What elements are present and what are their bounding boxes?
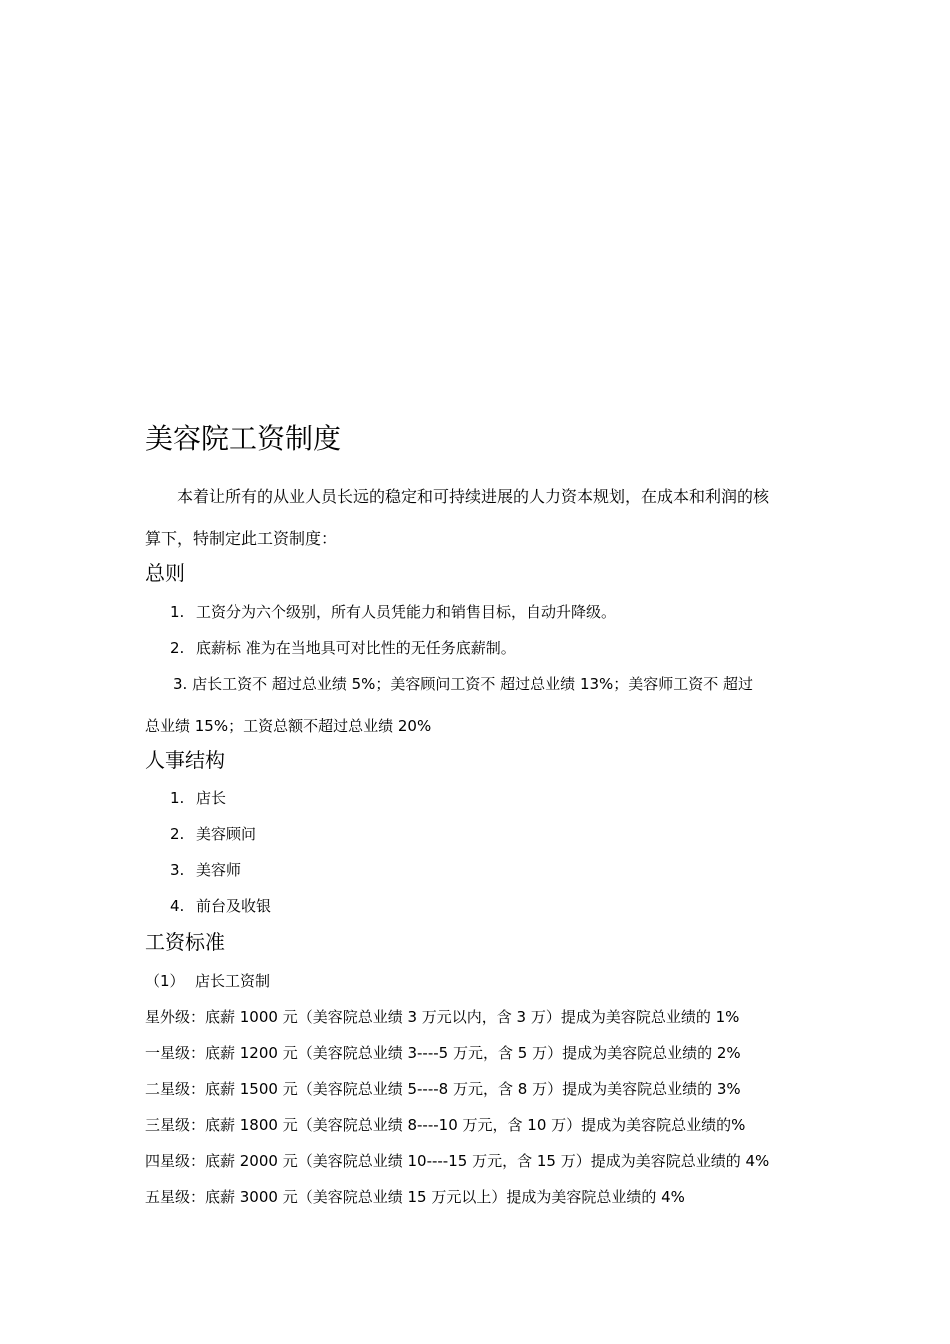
list-item-text: 美容师	[196, 861, 242, 879]
sub-heading-number: （1）	[145, 972, 185, 990]
list-item	[170, 638, 516, 658]
list-item-number: 1.	[170, 789, 185, 807]
intro-line-2: 算下，特制定此工资制度：	[145, 529, 338, 548]
salary-level-row: 二星级：底薪 1500 元（美容院总业绩 5----8 万元，含 8 万）提成为美容院总业绩的 3%	[145, 1080, 741, 1098]
section-heading-salary: 工资标准	[145, 930, 225, 954]
list-item-3-line-1: 3. 店长工资不 超过总业绩 5%；美容顾问工资不 超过总业绩 13%；美容师工资不 超过	[173, 675, 754, 693]
list-item-3-line-2: 总业绩 15%；工资总额不超过总业绩 20%	[145, 717, 432, 735]
salary-level-row: 星外级：底薪 1000 元（美容院总业绩 3 万元以内，含 3 万）提成为美容院总业绩的 1%	[145, 1008, 740, 1026]
list-item-text: 底薪标 准为在当地具可对比性的无任务底薪制。	[196, 639, 516, 657]
sub-heading-label: 店长工资制	[195, 972, 271, 990]
salary-level-row: 五星级：底薪 3000 元（美容院总业绩 15 万元以上）提成为美容院总业绩的 4%	[145, 1188, 685, 1206]
list-item-number: 1.	[170, 603, 185, 621]
document-title: 美容院工资制度	[145, 422, 342, 455]
list-item	[170, 896, 271, 916]
list-item-text: 工资分为六个级别，所有人员凭能力和销售目标，自动升降级。	[196, 603, 617, 621]
salary-level-row: 一星级：底薪 1200 元（美容院总业绩 3----5 万元，含 5 万）提成为美容院总业绩的 2%	[145, 1044, 741, 1062]
intro-line-1: 本着让所有的从业人员长远的稳定和可持续进展的人力资本规划，在成本和利润的核	[177, 487, 770, 506]
section-heading-personnel: 人事结构	[145, 748, 225, 772]
list-item-number: 4.	[170, 897, 185, 915]
list-item-text: 店长	[196, 789, 227, 807]
list-item-number: 3.	[170, 861, 185, 879]
section-heading-general: 总则	[145, 561, 185, 585]
sub-heading	[145, 971, 270, 991]
list-item-text: 美容顾问	[196, 825, 257, 843]
list-item	[170, 602, 616, 622]
list-item-number: 2.	[170, 825, 185, 843]
list-item	[170, 824, 256, 844]
list-item-number: 2.	[170, 639, 185, 657]
list-item	[170, 860, 241, 880]
list-item	[170, 788, 226, 808]
salary-level-row: 三星级：底薪 1800 元（美容院总业绩 8----10 万元，含 10 万）提成为美容院总业绩的%	[145, 1116, 746, 1134]
salary-level-row: 四星级：底薪 2000 元（美容院总业绩 10----15 万元，含 15 万）提成为美容院总业绩的 4%	[145, 1152, 770, 1170]
list-item-text: 前台及收银	[196, 897, 272, 915]
